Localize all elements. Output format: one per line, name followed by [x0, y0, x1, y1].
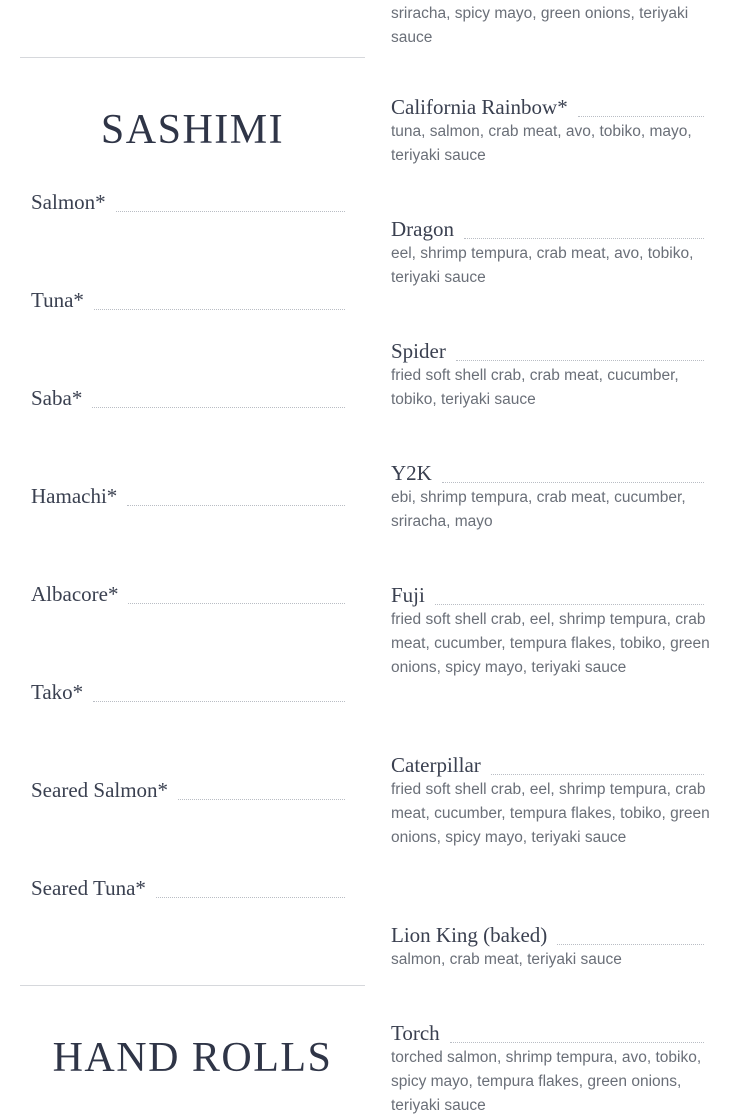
dotted-leader — [442, 481, 704, 483]
section-divider — [20, 985, 365, 986]
dotted-leader — [94, 308, 345, 310]
dotted-leader — [127, 504, 345, 506]
dotted-leader — [450, 1041, 704, 1043]
menu-item-description: tuna, salmon, crab meat, avo, tobiko, mayo, teriyaki sauce — [391, 123, 692, 164]
menu-item-name: Torch — [391, 1021, 440, 1045]
menu-item-description: fried soft shell crab, eel, shrimp tempura, crab meat, cucumber, tempura flakes, tobiko, green onions, spicy mayo, teriyaki sauce — [391, 611, 710, 676]
menu-item-description: salmon, crab meat, teriyaki sauce — [391, 951, 622, 968]
menu-item-california-rainbow — [391, 92, 716, 168]
menu-item-name: Spider — [391, 339, 446, 363]
section-divider — [20, 57, 365, 58]
dotted-leader — [435, 603, 704, 605]
menu-item-name: Caterpillar — [391, 753, 481, 777]
menu-item-description: ebi, shrimp tempura, crab meat, cucumber, sriracha, mayo — [391, 489, 686, 530]
menu-item-tuna — [31, 281, 345, 311]
dotted-leader — [456, 359, 704, 361]
menu-item-caterpillar — [391, 750, 716, 850]
menu-item-hamachi — [31, 477, 345, 507]
menu-item-spider — [391, 336, 716, 412]
menu-item-name: Dragon — [391, 217, 454, 241]
dotted-leader — [156, 896, 345, 898]
menu-item-seared-salmon — [31, 771, 345, 801]
menu-item-albacore — [31, 575, 345, 605]
dotted-leader — [116, 210, 345, 212]
menu-item-name: Y2K — [391, 461, 432, 485]
dotted-leader — [491, 773, 704, 775]
section-title-hand-rolls: HAND ROLLS — [52, 1035, 333, 1081]
dotted-leader — [178, 798, 345, 800]
menu-item-name: Salmon* — [31, 190, 106, 214]
roll-description-partial: sriracha, spicy mayo, green onions, teriyaki sauce — [391, 5, 689, 46]
menu-item-lion-king — [391, 920, 716, 972]
menu-item-name: Saba* — [31, 386, 83, 410]
menu-item-name: Lion King (baked) — [391, 923, 548, 947]
menu-item-salmon — [31, 183, 345, 213]
menu-item-description: eel, shrimp tempura, crab meat, avo, tobiko, teriyaki sauce — [391, 245, 694, 286]
menu-item-name: Seared Salmon* — [31, 778, 169, 802]
menu-item-name: Tuna* — [31, 288, 84, 312]
menu-item-name: Seared Tuna* — [31, 876, 146, 900]
dotted-leader — [578, 115, 704, 117]
dotted-leader — [93, 700, 345, 702]
dotted-leader — [464, 237, 704, 239]
dotted-leader — [92, 406, 345, 408]
section-title-sashimi: SASHIMI — [100, 107, 285, 153]
menu-item-name: Fuji — [391, 583, 425, 607]
dotted-leader — [128, 602, 345, 604]
menu-item-name: Albacore* — [31, 582, 119, 606]
menu-item-tako — [31, 673, 345, 703]
menu-item-dragon — [391, 214, 716, 290]
menu-item-y2k — [391, 458, 716, 534]
menu-item-name: Hamachi* — [31, 484, 118, 508]
menu-item-name: Tako* — [31, 680, 84, 704]
menu-item-name: California Rainbow* — [391, 95, 568, 119]
menu-item-description: fried soft shell crab, eel, shrimp tempura, crab meat, cucumber, tempura flakes, tobiko, green onions, spicy mayo, teriyaki sauce — [391, 781, 710, 846]
menu-item-saba — [31, 379, 345, 409]
menu-item-fuji — [391, 580, 716, 680]
menu-item-seared-tuna — [31, 869, 345, 899]
menu-item-description: torched salmon, shrimp tempura, avo, tobiko, spicy mayo, tempura flakes, green onions, teriyaki sauce — [391, 1049, 702, 1114]
menu-item-description: fried soft shell crab, crab meat, cucumber, tobiko, teriyaki sauce — [391, 367, 679, 408]
menu-item-torch — [391, 1018, 716, 1118]
dotted-leader — [557, 943, 704, 945]
